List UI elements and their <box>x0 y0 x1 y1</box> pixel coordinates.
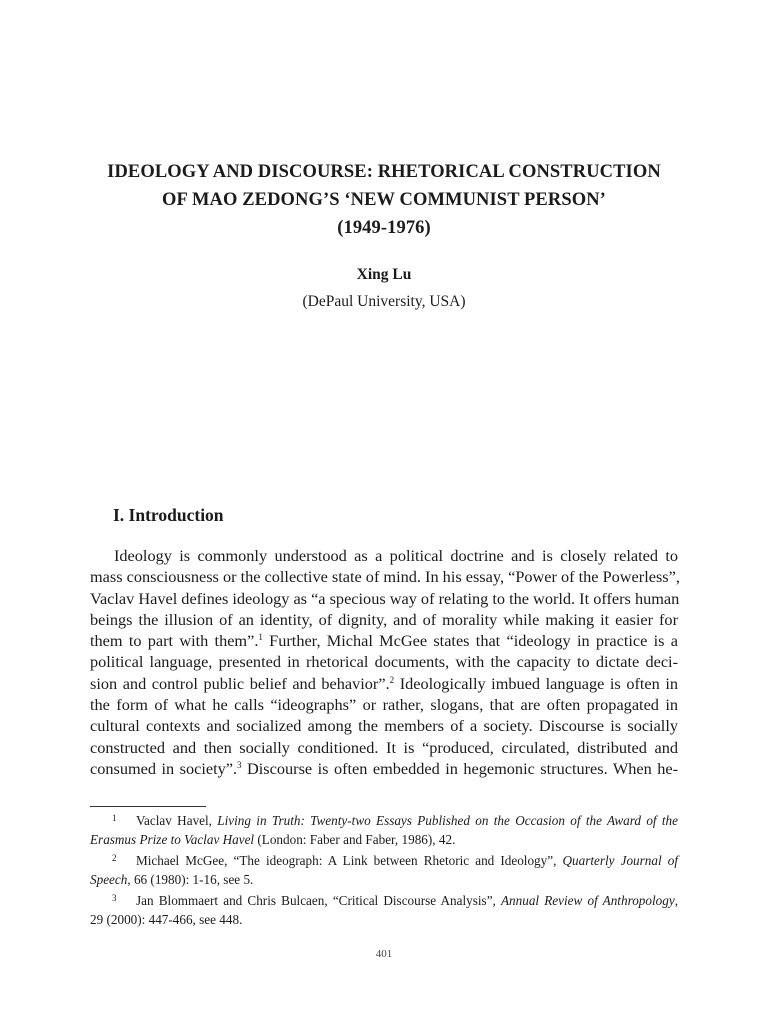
article-title <box>90 158 678 242</box>
footnote-text: , <box>674 893 678 908</box>
body-line: Vaclav Havel defines ideology as “a specious way of relating to the world. It offers human <box>90 588 680 608</box>
body-text-segment: Ideologically imbued language is often in <box>394 673 678 693</box>
body-line: constructed and then socially conditioned. It is “produced, circulated, distributed and <box>90 737 678 757</box>
body-line: political language, presented in rhetorical documents, with the capacity to dictate deci- <box>90 652 678 672</box>
page-number: 401 <box>375 948 393 960</box>
footnote-line: 1 Vaclav Havel, Living in Truth: Twenty-two Essays Published on the Occasion of the Award of the <box>112 813 678 828</box>
body-text-segment: Further, Michal McGee states that “ideology in practice is a <box>262 631 679 651</box>
author-affiliation: (DePaul University, USA) <box>302 293 466 310</box>
footnote-2 <box>90 852 678 889</box>
body-line: the form of what he calls “ideographs” or rather, slogans, that are often propagated in <box>90 695 678 715</box>
footnote-title: Erasmus Prize to Vaclav Havel <box>90 831 255 847</box>
footnotes <box>90 812 678 932</box>
footnote-3 <box>90 892 678 929</box>
footnote-title: Quarterly Journal of <box>562 853 678 868</box>
footnote-text: Vaclav Havel, <box>136 813 218 828</box>
footnote-line <box>90 831 678 850</box>
footnote-title: Speech <box>90 871 128 887</box>
body-text-segment: Discourse is often embedded in hegemonic structures. When he- <box>241 758 678 778</box>
footnote-title: Annual Review of Anthropology <box>501 893 675 908</box>
title-line-2: OF MAO ZEDONG’S ‘NEW COMMUNIST PERSON’ <box>162 190 606 210</box>
footnote-text: Michael McGee, “The ideograph: A Link between Rhetoric and Ideology”, <box>136 853 563 868</box>
body-line: Ideology is commonly understood as a political doctrine and is closely related to <box>114 546 678 565</box>
section-heading: I. Introduction <box>113 505 224 525</box>
footnote-line: 3 Jan Blommaert and Chris Bulcaen, “Critical Discourse Analysis”, Annual Review of Anthropology, <box>112 893 678 908</box>
body-line: cultural contexts and socialized among the members of a society. Discourse is socially <box>90 716 678 736</box>
footnote-ref-1[interactable]: 1 <box>258 632 263 643</box>
footnote-1 <box>90 812 678 849</box>
footnote-line: 29 (2000): 447-466, see 448. <box>90 911 243 927</box>
footnote-ref-3[interactable]: 3 <box>237 759 242 770</box>
body-text-segment: consumed in society”. <box>90 758 238 778</box>
title-line-3: (1949-1976) <box>337 218 431 238</box>
footnote-text: , 66 (1980): 1-16, see 5. <box>127 871 254 887</box>
footnote-line: 2 Michael McGee, “The ideograph: A Link between Rhetoric and Ideology”, Quarterly Journal of <box>112 853 678 868</box>
footnote-text: Jan Blommaert and Chris Bulcaen, “Critical Discourse Analysis”, <box>136 893 501 908</box>
footnote-line <box>90 871 678 890</box>
body-text-segment: them to part with them”. <box>90 631 259 651</box>
footnote-divider <box>90 806 206 807</box>
body-line <box>90 758 678 779</box>
footnote-ref-2[interactable]: 2 <box>389 674 395 685</box>
footnote-title: Living in Truth: Twenty-two Essays Published on the Occasion of the Award of the <box>217 813 678 828</box>
body-line <box>90 630 678 651</box>
author-name: Xing Lu <box>356 266 412 283</box>
body-line <box>90 673 678 694</box>
body-line: beings the illusion of an identity, of dignity, and of morality while making it easier for <box>90 609 678 629</box>
body-line: mass consciousness or the collective state of mind. In his essay, “Power of the Powerless”, <box>90 567 680 587</box>
title-line-1: IDEOLOGY AND DISCOURSE: RHETORICAL CONSTRUCTION <box>107 162 661 182</box>
body-text-segment: sion and control public belief and behavior”. <box>90 673 390 693</box>
body-paragraph <box>90 545 678 779</box>
footnote-text: (London: Faber and Faber, 1986), 42. <box>254 831 456 847</box>
